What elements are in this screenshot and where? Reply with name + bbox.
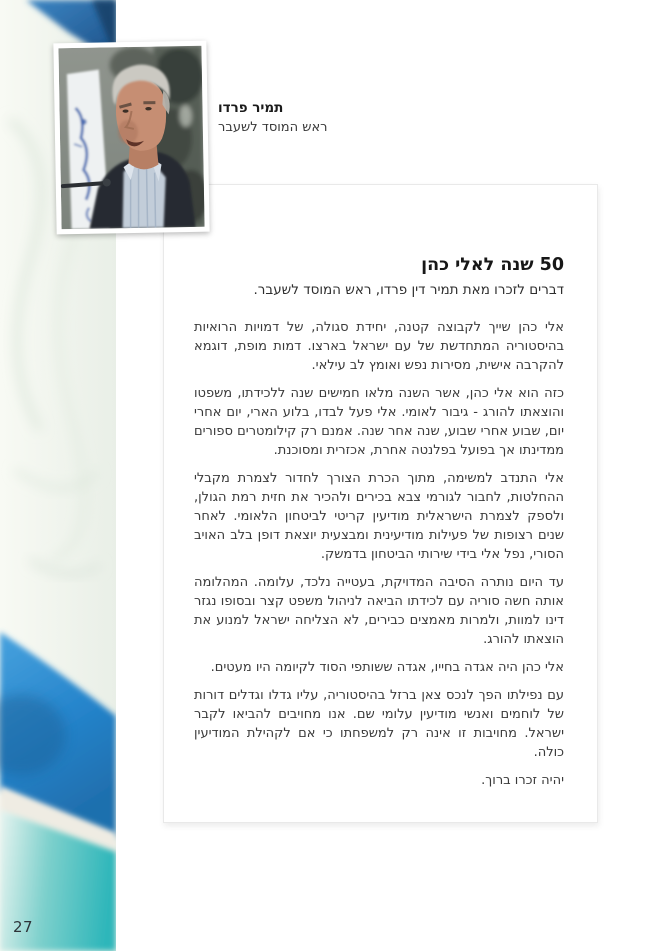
article-paragraph: עם נפילתו הפך לנכס צאן ברזל בהיסטוריה, עליו גדלו וגדלים דורות של לוחמים ואנשי מודיעין עלומי שם. אנו מחויבים להביאו לקבר ישראל. מחויבות זו אינה רק למשפחתו כי אם לקהילת המודיעין כולה. [194,688,564,760]
article-subtitle: דברים לזכרו מאת תמיר דין פרדו, ראש המוסד לשעבר. [253,282,564,298]
page-number: 27 [13,918,34,936]
author-caption [218,100,328,135]
article-paragraph: עד היום נותרה הסיבה המדויקת, בעטייה נלכד, עלומה. המהלומה אותה חשה סוריה עם לכידתו הביאה לניהול משפט קצר ובסופו נגזר דינו למוות, ולמרות מאמצים כבירים, לא הצליחה ישראל למנוע את הוצאתו להורג. [194,575,564,647]
article-paragraph: אלי התנדב למשימה, מתוך הכרת הצורך לחדור לצמרת מקבלי ההחלטות, לחבור לגורמי צבא בכירים ולהכיר את חזית רמת הגולן, ולספק לצמרת הישראלית מודיעין קריטי לביטחון הלאומי. לאחר שנים רצופות של פעילות מודיעינית ומבצעית יוצאת דופן בלב האויב הסורי, נפל אלי בידי שירותי הביטחון בדמשק. [194,471,564,562]
article-paragraph: יהיה זכרו ברוך. [481,773,564,788]
author-role: ראש המוסד לשעבר [218,120,328,135]
man-speaking-photo-graphic [58,46,204,229]
portrait-photo [53,41,209,235]
article-paragraph: כזה הוא אלי כהן, אשר השנה מלאו חמישים שנה ללכידתו, משפטו והוצאתו להורג - גיבור לאומי. אלי פעל לבדו, בלוע הארי, יום אחרי יום, שבוע אחרי שבוע, שנה אחר שנה. אמנם רק קילומטרים ספורים ממדינתו אך בפועל בפלנטה אחרת, אכזרית ומסוכנת. [194,386,564,458]
author-name: תמיר פרדו [218,100,284,116]
article-card [163,184,598,823]
article-body [194,318,564,790]
article-paragraph: אלי כהן היה אגדה בחייו, אגדה ששותפי הסוד לקיומה היו מעטים. [210,660,564,675]
article-title: 50 שנה לאלי כהן [421,255,564,275]
article-paragraph: אלי כהן שייך לקבוצה קטנה, יחידת סגולה, של דמויות הרואיות בהיסטוריה המתחדשת של עם ישראל בארצו. דמות מופת, דוגמא להקרבה אישית, מסירות נפש ואומץ לב עילאי. [194,320,564,373]
